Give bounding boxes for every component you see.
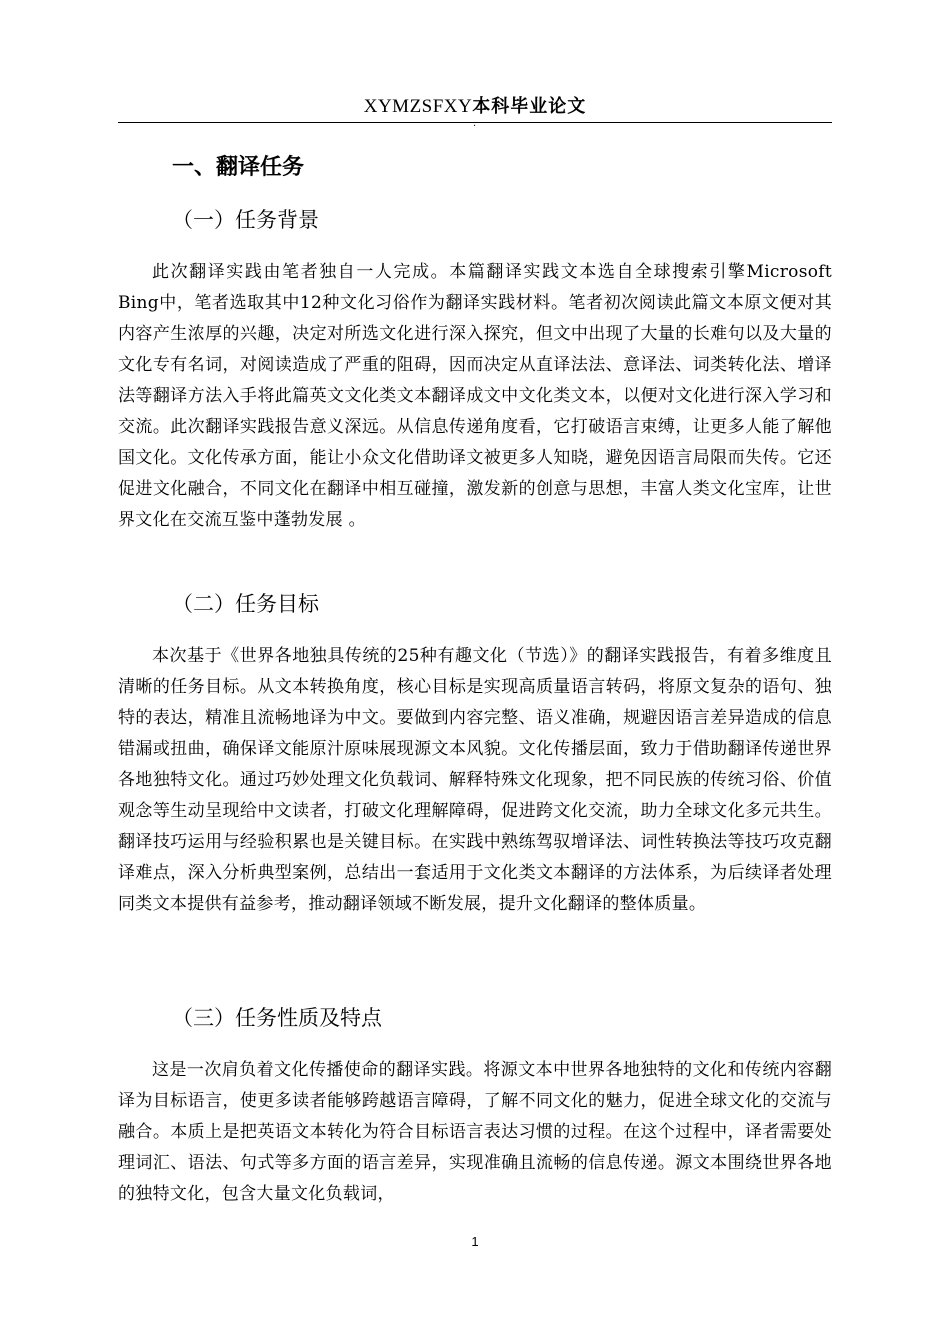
section-heading-nature: （三）任务性质及特点 [172,1006,382,1030]
page-header [118,92,832,118]
paragraph-nature: 这是一次肩负着文化传播使命的翻译实践。将源文本中世界各地独特的文化和传统内容翻译为目标语言，使更多读者能够跨越语言障碍，了解不同文化的魅力，促进全球文化的交流与融合。本质上是把英语文本转化为符合目标语言表达习惯的过程。在这个过程中，译者需要处理词汇、语法、句式等多方面的语言差异，实现准确且流畅的信息传递。源文本围绕世界各地的独特文化，包含大量文化负载词， [118,1060,832,1204]
paragraph-goals: 本次基于《世界各地独具传统的25种有趣文化（节选）》的翻译实践报告，有着多维度且清晰的任务目标。从文本转换角度，核心目标是实现高质量语言转码，将原文复杂的语句、独特的表达，精准且流畅地译为中文。要做到内容完整、语义准确，规避因语言差异造成的信息错漏或扭曲，确保译文能原汁原味展现源文本风貌。文化传播层面，致力于借助翻译传递世界各地独特文化。通过巧妙处理文化负载词、解释特殊文化现象，把不同民族的传统习俗、价值观念等生动呈现给中文读者，打破文化理解障碍，促进跨文化交流，助力全球文化多元共生。翻译技巧运用与经验积累也是关键目标。在实践中熟练驾驭增译法、词性转换法等技巧攻克翻译难点，深入分析典型案例，总结出一套适用于文化类文本翻译的方法体系，为后续译者处理同类文本提供有益参考，推动翻译领域不断发展，提升文化翻译的整体质量。 [118,646,832,914]
header-latin: XYMZSFXY [363,96,473,117]
header-chinese: 本科毕业论文 [472,96,587,117]
paragraph-background: 此次翻译实践由笔者独自一人完成。本篇翻译实践文本选自全球搜索引擎Microsoft Bing中，笔者选取其中12种文化习俗作为翻译实践材料。笔者初次阅读此篇文本原文便对其内容产生浓厚的兴趣，决定对所选文化进行深入探究，但文中出现了大量的长难句以及大量的文化专有名词，对阅读造成了严重的阻碍，因而决定从直译法法、意译法、词类转化法、增译法等翻译方法入手将此篇英文文化类文本翻译成文中文化类文本，以便对文化进行深入学习和交流。此次翻译实践报告意义深远。从信息传递角度看，它打破语言束缚，让更多人能了解他国文化。文化传承方面，能让小众文化借助译文被更多人知晓，避免因语言局限而失传。它还促进文化融合，不同文化在翻译中相互碰撞，激发新的创意与思想，丰富人类文化宝库，让世界文化在交流互鉴中蓬勃发展 。 [118,262,832,530]
main-heading: 一、翻译任务 [172,155,305,180]
section-heading-background: （一）任务背景 [172,208,319,232]
section-heading-goals: （二）任务目标 [172,592,319,616]
page-number: 1 [471,1234,479,1249]
header-mark: · [473,121,477,132]
